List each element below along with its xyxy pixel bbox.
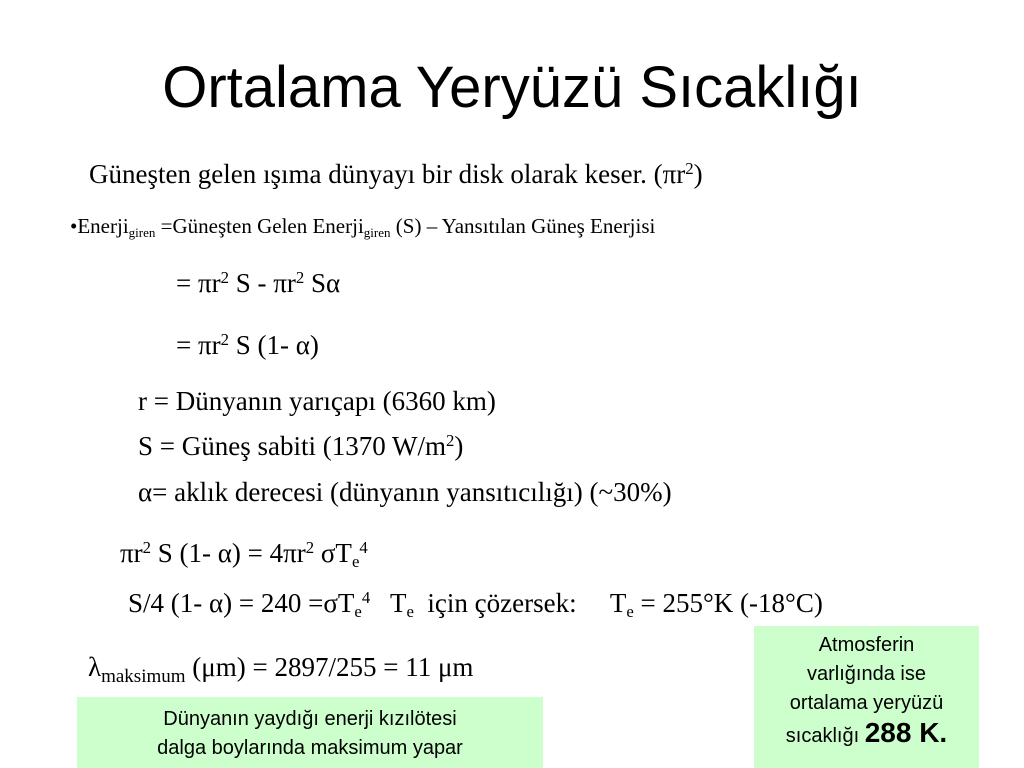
def-s-b: )	[454, 431, 464, 461]
subscript-maksimum: maksimum	[101, 665, 186, 687]
equation-1	[176, 266, 340, 304]
exponent: 2	[220, 329, 229, 349]
subscript-e: e	[351, 552, 360, 572]
solve-a: S/4 (1- α) = 240 =σT	[128, 588, 355, 618]
note-line: Atmosferin	[818, 634, 915, 656]
eq2-b: S (1- α)	[228, 330, 319, 360]
eq1-a: = πr	[176, 268, 221, 298]
note-line: Dünyanın yaydığı enerji kızılötesi	[163, 708, 457, 730]
exponent: 2	[220, 267, 229, 287]
line-disk	[89, 157, 703, 195]
definition-alpha: α= aklık derecesi (dünyanın yansıtıcılığı) (~30%)	[138, 477, 672, 507]
bal-c: σT	[314, 538, 352, 568]
subscript-e: e	[354, 602, 362, 622]
equation-solve	[128, 586, 823, 624]
definition-r: r = Dünyanın yarıçapı (6360 km)	[138, 386, 496, 416]
solve-b: T	[370, 588, 407, 618]
exponent: 2	[445, 430, 455, 450]
note-box-infrared	[77, 697, 543, 768]
line-disk-tail: )	[693, 159, 703, 189]
energy-mid: =Güneşten Gelen Enerji	[155, 214, 364, 238]
definition-s	[138, 429, 463, 467]
exponent: 2	[685, 158, 694, 178]
equation-balance	[120, 536, 368, 574]
note-line: varlığında ise	[807, 663, 926, 685]
subscript-e: e	[626, 602, 634, 622]
solve-d: = 255°K (-18°C)	[633, 588, 823, 618]
note-line: dalga boylarında maksimum yapar	[157, 737, 463, 759]
exponent: 4	[359, 537, 368, 557]
note-box-atmosphere	[754, 626, 979, 768]
line-energy-definition	[70, 212, 655, 243]
subscript-giren: giren	[128, 224, 156, 240]
temperature-value: 288 K.	[864, 717, 948, 748]
equation-wien	[88, 650, 473, 688]
exponent: 2	[295, 267, 305, 287]
slide-title: Ortalama Yeryüzü Sıcaklığı	[162, 55, 862, 120]
wien-lambda: λ	[88, 652, 102, 682]
exponent: 2	[305, 537, 315, 557]
line-disk-text: Güneşten gelen ışıma dünyayı bir disk olarak keser. (πr	[89, 159, 686, 189]
eq2-a: = πr	[176, 330, 221, 360]
note-line: ortalama yeryüzü	[789, 692, 944, 714]
wien-rest: (μm) = 2897/255 = 11 μm	[185, 652, 474, 682]
exponent: 2	[142, 537, 151, 557]
eq1-c: Sα	[304, 268, 341, 298]
eq1-b: S - πr	[228, 268, 296, 298]
def-s-a: S = Güneş sabiti (1370 W/m	[138, 431, 446, 461]
note-line	[754, 718, 979, 751]
subscript-e: e	[406, 602, 414, 622]
solve-c: için çözersek: T	[413, 588, 627, 618]
note-prefix: sıcaklığı	[785, 725, 865, 747]
bal-b: S (1- α) = 4πr	[151, 538, 306, 568]
equation-2	[176, 328, 319, 366]
exponent: 4	[361, 587, 371, 607]
subscript-giren: giren	[363, 224, 391, 240]
bal-a: πr	[120, 538, 143, 568]
energy-tail: (S) – Yansıtılan Güneş Enerjisi	[390, 214, 656, 238]
energy-label: •Enerji	[70, 214, 129, 238]
